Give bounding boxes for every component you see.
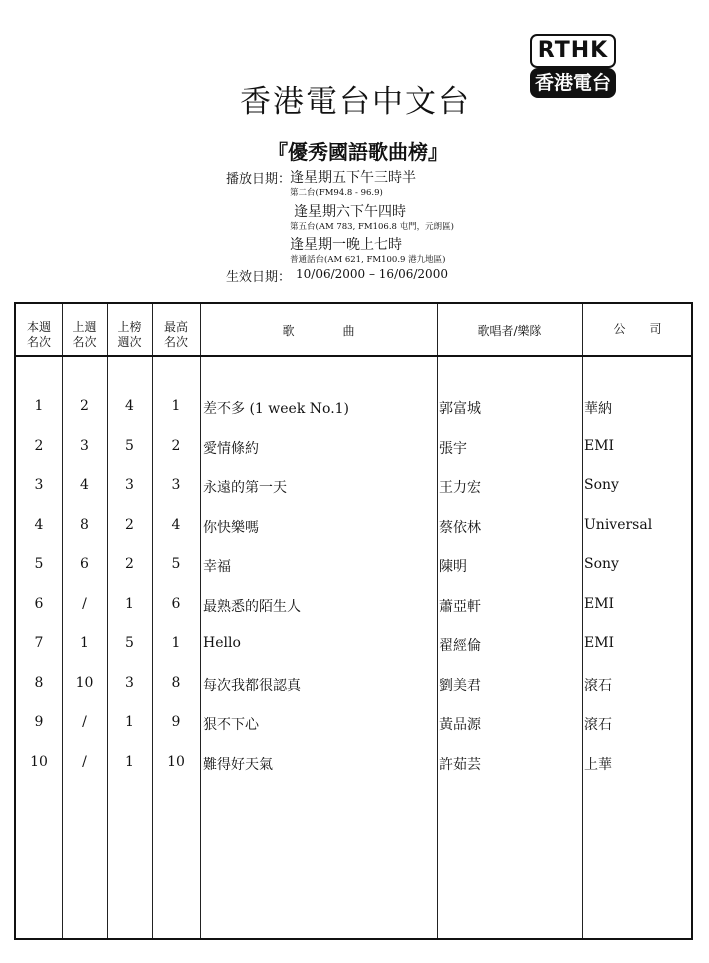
cell-song: 幸福: [203, 559, 231, 575]
cell-last-week: /: [82, 714, 87, 730]
effective-label: 生效日期：: [226, 270, 292, 285]
cell-artist: 郭富城: [439, 401, 481, 417]
cell-last-week: 6: [80, 556, 89, 572]
cell-company: 滾石: [584, 677, 612, 694]
cell-rank: 7: [34, 635, 44, 651]
column-divider: [437, 304, 438, 938]
effective-date: 10/06/2000 – 16/06/2000: [296, 267, 448, 281]
cell-peak: 9: [171, 714, 181, 730]
cell-company: Universal: [584, 516, 653, 533]
chart-title: 『優秀國語歌曲榜』: [268, 140, 448, 164]
broadcast-line-3: 逢星期一晚上七時: [290, 237, 402, 253]
cell-peak: 10: [167, 753, 185, 770]
header-weeks-line1: 上榜: [117, 320, 142, 334]
cell-song: 愛情條約: [203, 440, 259, 457]
cell-rank: 4: [34, 516, 44, 533]
cell-rank: 6: [34, 595, 44, 612]
cell-artist: 張宇: [439, 440, 467, 457]
cell-song: 你快樂嗎: [203, 519, 259, 536]
header-peak-line1: 最高: [163, 320, 188, 334]
cell-company: Sony: [584, 477, 619, 493]
cell-last-week: 10: [75, 674, 94, 691]
cell-last-week: /: [82, 595, 87, 612]
cell-weeks: 3: [125, 477, 134, 493]
cell-weeks: 1: [125, 595, 134, 612]
cell-song: 每次我都很認真: [203, 677, 301, 694]
cell-company: 上華: [584, 756, 612, 773]
cell-song: Hello: [203, 635, 241, 651]
header-artist: 歌唱者/樂隊: [477, 324, 542, 338]
chart-table: [14, 302, 693, 940]
cell-peak: 4: [171, 516, 181, 533]
cell-artist: 蕭亞軒: [439, 598, 481, 615]
broadcast-note-1: 第二台(FM94.8 - 96.9): [290, 188, 383, 198]
cell-rank: 5: [34, 556, 44, 572]
cell-peak: 6: [171, 595, 181, 612]
cell-artist: 翟經倫: [439, 638, 481, 654]
cell-peak: 5: [171, 556, 181, 572]
cell-last-week: 8: [80, 516, 89, 533]
broadcast-label: 播放日期：: [226, 172, 292, 187]
header-this-week-line1: 本週: [26, 320, 51, 334]
header-weeks-on-chart: [107, 320, 152, 350]
cell-last-week: /: [82, 753, 87, 770]
cell-weeks: 3: [125, 674, 134, 691]
cell-rank: 3: [34, 477, 44, 493]
cell-company: Sony: [584, 556, 619, 572]
cell-company: 華納: [584, 401, 612, 417]
rthk-logo: [530, 34, 616, 100]
cell-artist: 陳明: [439, 559, 467, 575]
cell-rank: 2: [34, 437, 44, 454]
header-last-week-line2: 名次: [72, 335, 97, 349]
header-this-week-line2: 名次: [26, 335, 51, 349]
cell-company: 滾石: [584, 717, 612, 733]
cell-peak: 1: [171, 635, 181, 651]
cell-last-week: 1: [80, 635, 89, 651]
rthk-logo-subtext: 香港電台: [530, 68, 616, 98]
cell-company: EMI: [584, 437, 615, 454]
cell-weeks: 1: [125, 753, 134, 770]
broadcast-line-1: 逢星期五下午三時半: [290, 170, 416, 186]
cell-rank: 8: [34, 674, 44, 691]
cell-artist: 黃品源: [439, 717, 481, 733]
broadcast-line-2: 逢星期六下午四時: [294, 204, 406, 220]
cell-weeks: 2: [125, 516, 134, 533]
broadcast-note-2: 第五台(AM 783, FM106.8 屯門，元朗區): [290, 222, 454, 232]
cell-artist: 蔡依林: [439, 519, 481, 536]
station-name: 香港電台中文台: [240, 84, 471, 120]
cell-weeks: 1: [125, 714, 134, 730]
cell-song: 狠不下心: [203, 717, 259, 733]
column-divider: [582, 304, 583, 938]
cell-last-week: 4: [80, 477, 89, 493]
cell-peak: 2: [171, 437, 181, 454]
cell-artist: 許茹芸: [439, 756, 481, 773]
cell-rank: 1: [34, 398, 44, 414]
broadcast-note-3: 普通話台(AM 621, FM100.9 港九地區): [290, 255, 446, 265]
cell-rank: 10: [30, 753, 48, 770]
cell-song: 永遠的第一天: [203, 480, 287, 496]
header-weeks-line2: 週次: [117, 335, 142, 349]
cell-last-week: 2: [80, 398, 89, 414]
cell-last-week: 3: [80, 437, 89, 454]
cell-rank: 9: [34, 714, 44, 730]
cell-peak: 3: [171, 477, 181, 493]
cell-weeks: 5: [125, 635, 134, 651]
header-divider: [16, 355, 691, 357]
rthk-logo-text: RTHK: [530, 34, 616, 68]
cell-peak: 8: [171, 674, 181, 691]
cell-song: 最熟悉的陌生人: [203, 598, 301, 615]
cell-peak: 1: [171, 398, 181, 414]
header-last-week: [62, 320, 107, 350]
header-company: 公 司: [613, 322, 662, 336]
cell-weeks: 4: [125, 398, 134, 414]
cell-artist: 劉美君: [439, 677, 481, 694]
column-divider: [200, 304, 201, 938]
cell-weeks: 2: [125, 556, 134, 572]
header-peak: [152, 320, 200, 350]
cell-song: 差不多 (1 week No.1): [203, 401, 350, 417]
cell-weeks: 5: [125, 437, 134, 454]
cell-company: EMI: [584, 595, 615, 612]
header-song: 歌 曲: [282, 324, 355, 338]
cell-artist: 王力宏: [439, 480, 481, 496]
header-peak-line2: 名次: [163, 335, 188, 349]
header-this-week: [16, 320, 62, 350]
cell-song: 難得好天氣: [203, 756, 273, 773]
cell-company: EMI: [584, 635, 615, 651]
header-last-week-line1: 上週: [72, 320, 97, 334]
